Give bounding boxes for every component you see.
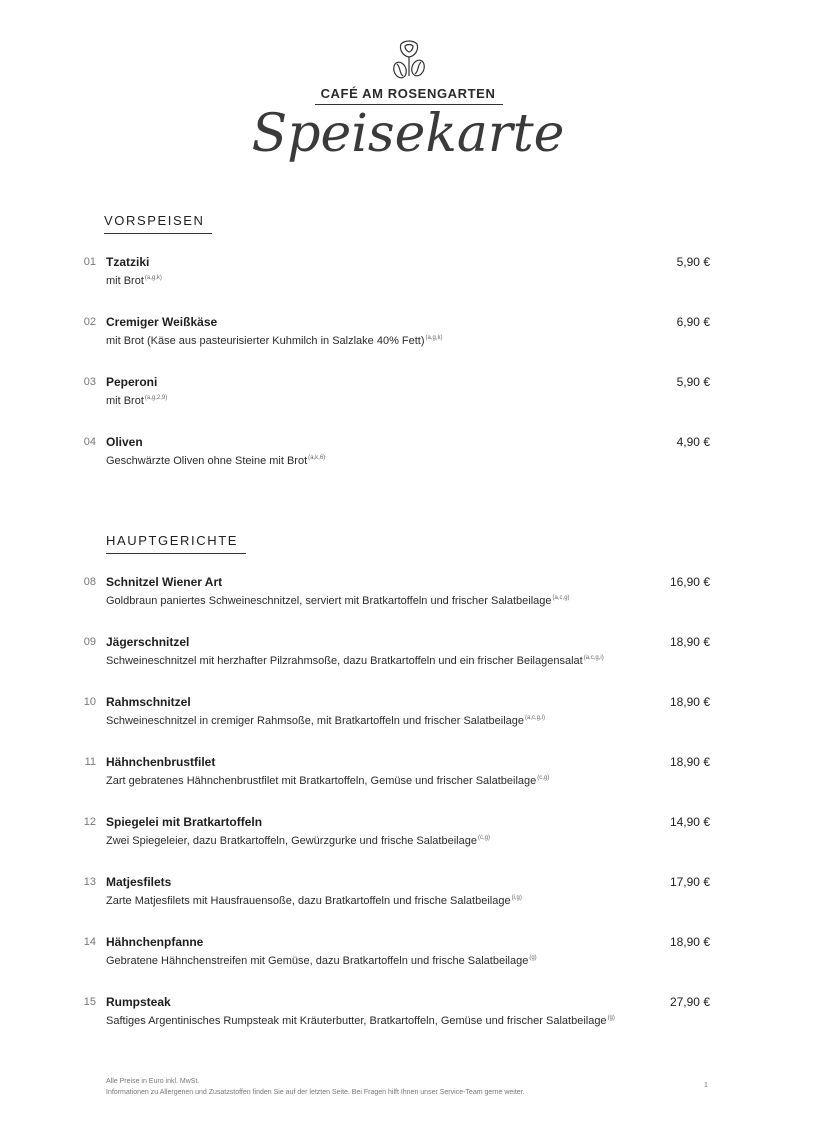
item-name: Tzatziki — [106, 255, 150, 269]
item-price: 17,90 € — [669, 875, 710, 889]
footer-allergen-note: Informationen zu Allergenen und Zusatzstoffen finden Sie auf der letzten Seite. Bei Fragen hilft Ihnen unser Service-Team gerne weiter. — [106, 1089, 525, 1096]
item-description — [106, 335, 443, 347]
item-description-text: Zwei Spiegeleier, dazu Bratkartoffeln, Gewürzgurke und frische Salatbeilage — [106, 835, 477, 847]
menu-item — [0, 875, 816, 915]
menu-item — [0, 995, 816, 1035]
item-allergens: (a,g,k) — [425, 335, 443, 342]
menu-item — [0, 815, 816, 855]
section-underline — [104, 233, 212, 234]
item-number: 08 — [83, 576, 96, 588]
item-allergens: (a,c,g,i) — [525, 715, 546, 722]
item-allergens: (a,c,g,i) — [583, 655, 604, 662]
item-description — [106, 835, 490, 847]
item-description-text: Zarte Matjesfilets mit Hausfrauensoße, dazu Bratkartoffeln und frische Salatbeilage — [106, 895, 511, 907]
menu-item — [0, 435, 816, 475]
item-description-text: Geschwärzte Oliven ohne Steine mit Brot — [106, 455, 308, 467]
item-description — [106, 455, 325, 467]
item-description-text: Goldbraun paniertes Schweineschnitzel, serviert mit Bratkartoffeln und frischer Salatbeilage — [106, 595, 552, 607]
item-number: 04 — [83, 436, 96, 448]
item-number: 13 — [83, 876, 96, 888]
item-allergens: (a,g,2,9) — [144, 395, 168, 402]
item-description — [106, 655, 604, 667]
menu-item — [0, 755, 816, 795]
item-description-text: Schweineschnitzel in cremiger Rahmsoße, mit Bratkartoffeln und frischer Salatbeilage — [106, 715, 524, 727]
item-description — [106, 955, 537, 967]
item-price: 6,90 € — [676, 315, 710, 329]
item-description-text: mit Brot — [106, 275, 144, 287]
item-description-text: Zart gebratenes Hähnchenbrustfilet mit Bratkartoffeln, Gemüse und frischer Salatbeilage — [106, 775, 537, 787]
item-description — [106, 395, 167, 407]
item-name: Cremiger Weißkäse — [106, 315, 218, 329]
footer-price-note: Alle Preise in Euro inkl. MwSt. — [106, 1078, 200, 1085]
item-price: 14,90 € — [669, 815, 710, 829]
item-description — [106, 775, 549, 787]
item-number: 12 — [83, 816, 96, 828]
menu-item — [0, 695, 816, 735]
item-name: Hähnchenbrustfilet — [106, 755, 216, 769]
item-name: Hähnchenpfanne — [106, 935, 204, 949]
item-number: 15 — [83, 996, 96, 1008]
item-description-text: Gebratene Hähnchenstreifen mit Gemüse, dazu Bratkartoffeln und frische Salatbeilage — [106, 955, 529, 967]
section-title-hauptgerichte: HAUPTGERICHTE — [106, 533, 239, 548]
item-name: Rumpsteak — [106, 995, 171, 1009]
item-name: Rahmschnitzel — [106, 695, 191, 709]
item-price: 18,90 € — [669, 695, 710, 709]
section-title-vorspeisen: VORSPEISEN — [104, 213, 205, 228]
menu-item — [0, 635, 816, 675]
item-allergens: (a,k,6) — [308, 455, 326, 462]
item-description-text: Saftiges Argentinisches Rumpsteak mit Kräuterbutter, Bratkartoffeln, Gemüse und frischer Salatbeilage — [106, 1015, 607, 1027]
item-number: 14 — [83, 936, 96, 948]
page-title: Speisekarte — [251, 104, 565, 164]
rose-coffee-bean-icon — [385, 40, 433, 82]
item-description — [106, 1015, 615, 1027]
item-allergens: (g) — [529, 955, 537, 962]
item-price: 5,90 € — [676, 255, 710, 269]
item-description — [106, 895, 522, 907]
item-number: 11 — [84, 756, 96, 768]
menu-item — [0, 575, 816, 615]
section-underline — [106, 553, 246, 554]
item-price: 16,90 € — [669, 575, 710, 589]
item-allergens: (a,g,k) — [144, 275, 162, 282]
item-description-text: Schweineschnitzel mit herzhafter Pilzrahmsoße, dazu Bratkartoffeln und ein frischer Beilagensalat — [106, 655, 583, 667]
item-price: 18,90 € — [669, 935, 710, 949]
item-description — [106, 275, 162, 287]
item-allergens: (c,g) — [477, 835, 490, 842]
item-price: 27,90 € — [669, 995, 710, 1009]
item-price: 18,90 € — [669, 755, 710, 769]
menu-item — [0, 315, 816, 355]
item-number: 02 — [83, 316, 96, 328]
item-price: 18,90 € — [669, 635, 710, 649]
item-name: Matjesfilets — [106, 875, 172, 889]
item-price: 4,90 € — [676, 435, 710, 449]
item-description — [106, 715, 545, 727]
item-name: Jägerschnitzel — [106, 635, 190, 649]
item-name: Schnitzel Wiener Art — [106, 575, 223, 589]
item-number: 10 — [83, 696, 96, 708]
brand-name: CAFÉ AM ROSENGARTEN — [320, 86, 496, 101]
item-allergens: (c,g) — [537, 775, 550, 782]
item-name: Spiegelei mit Bratkartoffeln — [106, 815, 263, 829]
item-name: Peperoni — [106, 375, 158, 389]
item-description-text: mit Brot (Käse aus pasteurisierter Kuhmilch in Salzlake 40% Fett) — [106, 335, 425, 347]
item-number: 09 — [83, 636, 96, 648]
item-number: 03 — [83, 376, 96, 388]
item-allergens: (a,c,g) — [552, 595, 570, 602]
item-allergens: (i,g) — [511, 895, 522, 902]
item-price: 5,90 € — [676, 375, 710, 389]
page-number: 1 — [704, 1082, 708, 1089]
item-description — [106, 595, 570, 607]
item-name: Oliven — [106, 435, 143, 449]
menu-item — [0, 255, 816, 295]
footer-note — [106, 1076, 525, 1098]
item-number: 01 — [83, 256, 96, 268]
menu-item — [0, 375, 816, 415]
item-allergens: (g) — [607, 1015, 615, 1022]
menu-item — [0, 935, 816, 975]
item-description-text: mit Brot — [106, 395, 144, 407]
